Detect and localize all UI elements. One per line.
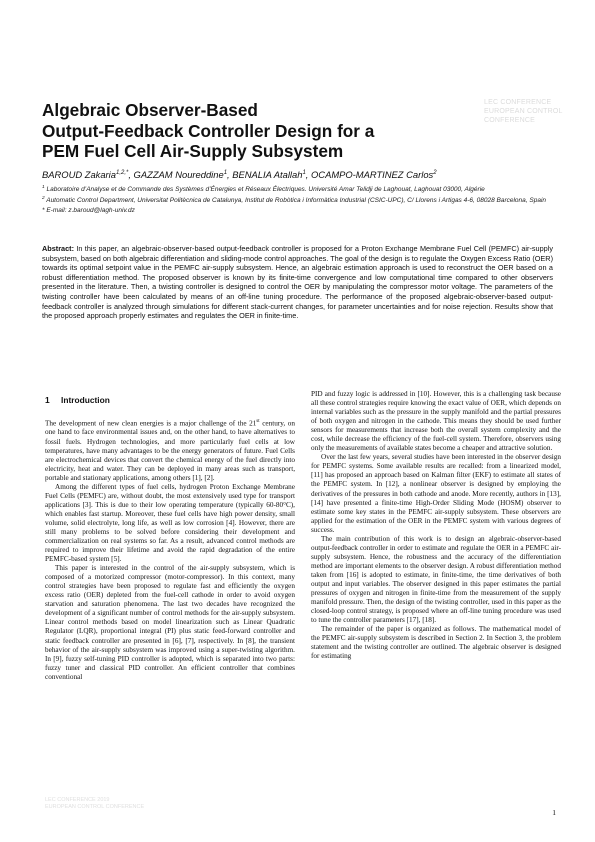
paragraph: [45, 417, 295, 483]
email-text: * E-mail: z.baroud@lagh-univ.dz: [42, 206, 135, 214]
affiliation-mark: 2: [42, 196, 45, 202]
footer-watermark-line: LEC CONFERENCE 2019: [45, 797, 110, 803]
author-list: [42, 167, 557, 181]
author-affiliation-mark: 1,2,*: [115, 170, 129, 176]
abstract-label: Abstract:: [42, 244, 75, 253]
watermark-line: EUROPEAN CONTROL: [484, 108, 563, 115]
conference-watermark-logo: [484, 98, 563, 138]
paper-title: [42, 100, 472, 162]
paragraph: PID and fuzzy logic is addressed in [10]. However, this is a challenging task because all these control strategies require knowing the exact value of OER, which depends on internal variables such as the pressure in the supply manifold and the partial pressures of both oxygen and nitrogen in the cathode. This means they should be used further sensors for measurements that increase both the overall system complexity and the cost, while decrease the efficiency of the fuel-cell system. Therefore, observers using only the measurements of available states become a cheaper and attractive solution.: [311, 390, 561, 453]
author-separator: ,: [128, 169, 134, 181]
ordinal-suffix: st: [256, 419, 260, 424]
right-column: [311, 390, 561, 661]
author-name: OCAMPO-MARTINEZ Carlos: [311, 169, 434, 181]
affiliation-text: Automatic Control Department, Universitat Politècnica de Catalunya, Institut de Robòtica i Informàtica Industrial (CSIC-UPC), C/ Llorens i Artigas 4-6, 08028 Barcelona, Spain: [44, 197, 547, 205]
paragraph: The main contribution of this work is to design an algebraic-observer-based output-feedback controller in order to estimate and regulate the OER in a PEMFC air-supply subsystem. Hence, the robustness and the accuracy of the differentiation method are important elements to the observer design. A robust differentiation method taken from [16] is adopted to estimate, in finite-time, the time derivatives of both output and input variables. The observer designed in this paper estimates the partial pressures of oxygen and nitrogen in finite-time from the measurement of the supply manifold pressure. Then, the design of the twisting controller, used in this paper as the closed-loop control strategy, is proposed where an off-line tuning procedure was used to tune the controller parameters [17], [18].: [311, 534, 561, 625]
author-affiliation-mark: 2: [433, 170, 437, 176]
affiliation-text: Laboratoire d’Analyse et de Commande des Systèmes d’Énergies et Réseaux Électriques. Université Amar Telidji de Laghouat, Laghouat 03000, Algérie: [44, 186, 485, 194]
author-name: BAROUD Zakaria: [42, 169, 116, 181]
section-title: Introduction: [61, 395, 110, 405]
abstract: [42, 244, 553, 321]
affiliation: [42, 183, 557, 194]
section-heading-introduction: [45, 395, 295, 405]
paragraph: The remainder of the paper is organized as follows. The mathematical model of the PEMFC air-supply subsystem is described in Section 2. In Section 3, the problem statement and the twisting controller are outlined. The algebraic observer is designed for estimating: [311, 625, 561, 661]
paragraph: This paper is interested in the control of the air-supply subsystem, which is composed of a motorized compressor (motor-compressor). In this context, many control strategies have been proposed to regulate fast and efficiently the oxygen excess ratio (OER) depleted from the fuel-cell cathode in order to avoid oxygen starvation and saturation phenomena. The last two decades have recognized the development of a significant number of control methods for the air-supply subsystem. Linear control methods based on model linearization such as Linear Quadratic Regulator (LQR), proportional integral (PI) plus static feed-forward controller and static feedback controller are presented in [6], [7], respectively. In [8], the transient behavior of the air-supply subsystem was improved using a super-twisting algorithm. In [9], fuzzy self-tuning PID controller is adopted, which is separated into two parts: fuzzy tuner and classical PID controller. An efficient controller that combines conventional: [45, 564, 295, 681]
author-affiliation-mark: 1: [302, 170, 306, 176]
watermark-line: CONFERENCE: [484, 117, 536, 124]
watermark-line: LEC CONFERENCE: [484, 99, 552, 106]
paragraph-text: century, on one hand to face environmental issues and, on the other hand, to have alternatives to fossil fuels. Hydrogen technologies, and more particularly fuel cells at low temperatures, have many advantages to be the energy generators of future. Fuel Cells are electrochemical devices that convert the chemical energy of the fuel directly into electricity, heat and water. They can be deployed in many areas such as transport, portable and stationary applications, among others [1], [2].: [45, 419, 295, 482]
affiliation: [42, 194, 557, 205]
affiliation-mark: 1: [42, 185, 45, 190]
footer-watermark: [45, 797, 195, 811]
title-line: Algebraic Observer-Based: [42, 100, 258, 120]
author-name: GAZZAM Noureddine: [133, 169, 224, 181]
author-affiliation-mark: 1: [223, 170, 228, 176]
paragraph: Among the different types of fuel cells, hydrogen Proton Exchange Membrane Fuel Cells (PEMFC) are, without doubt, the most extensively used type for transport applications [3]. This is due to their low operating temperature (typically 60-80°C), which enables fast startup. Moreover, these fuel cells have high power density, small volume, solid electrolyte, long life, as well as low corrosion [4]. However, there are still many problems to be solved before considering their development and commercialization on real systems so far. As a result, advanced control methods are required to improve their lifetime and avoid the rapid degradation of the entire PEMFC-based system [5].: [45, 482, 295, 564]
author-separator: ,: [227, 169, 233, 181]
corresponding-email: [42, 206, 557, 215]
author-separator: ,: [305, 169, 311, 181]
title-line: PEM Fuel Cell Air-Supply Subsystem: [42, 141, 344, 161]
abstract-text: In this paper, an algebraic-observer-based output-feedback controller is proposed for a Proton Exchange Membrane Fuel Cell (PEMFC) air-supply subsystem, based on both algebraic differentiation and sliding-mode control approaches. The goal of the design is to regulate the Oxygen Excess Ratio (OER) towards its optimal setpoint value in the PEMFC air-supply subsystem. Hence, an algebraic estimation approach is used to reconstruct the OER based on a robust differentiation method. The proposed observer is known by its finite-time convergence and low computational time compared to other observers presented in the literature. Then, a twisting controller is designed to control the OER by manipulating the compressor motor voltage. The parameters of the twisting controller have been calculated by means of an off-line tuning procedure. The performance of the proposed algebraic-observer-based output-feedback controller is analyzed through simulations for different stack-current changes, for parameter uncertainties and for noise rejection. Results show that the proposed approach properly estimates and regulates the OER in finite-time.: [42, 244, 553, 321]
paragraph: Over the last few years, several studies have been interested in the observer design for PEMFC systems. Some available results are recalled: from a linearized model, [11] has proposed an approach based on Kalman filter (EKF) to estimate all states of the PEMFC system. In [12], a nonlinear observer is designed by employing the derivatives of the pressures in both cathode and anode. More recently, authors in [13], [14] have presented a finite-time High-Order Sliding Mode (HOSM) observer to estimate some key states in the PEMFC air-supply subsystem. These observers are applied for the estimation of the OER in the PEMFC system with various degrees of success.: [311, 453, 561, 534]
footer-watermark-line: EUROPEAN CONTROL CONFERENCE: [45, 804, 145, 810]
section-number: 1: [45, 395, 50, 405]
author-name: BENALIA Atallah: [232, 169, 303, 181]
page-number: 1: [552, 808, 556, 817]
paragraph-text: The development of new clean energies is a major challenge of the 21: [45, 419, 257, 428]
affiliations: [42, 183, 557, 215]
left-column: [45, 417, 295, 682]
title-line: Output-Feedback Controller Design for a: [42, 120, 375, 141]
